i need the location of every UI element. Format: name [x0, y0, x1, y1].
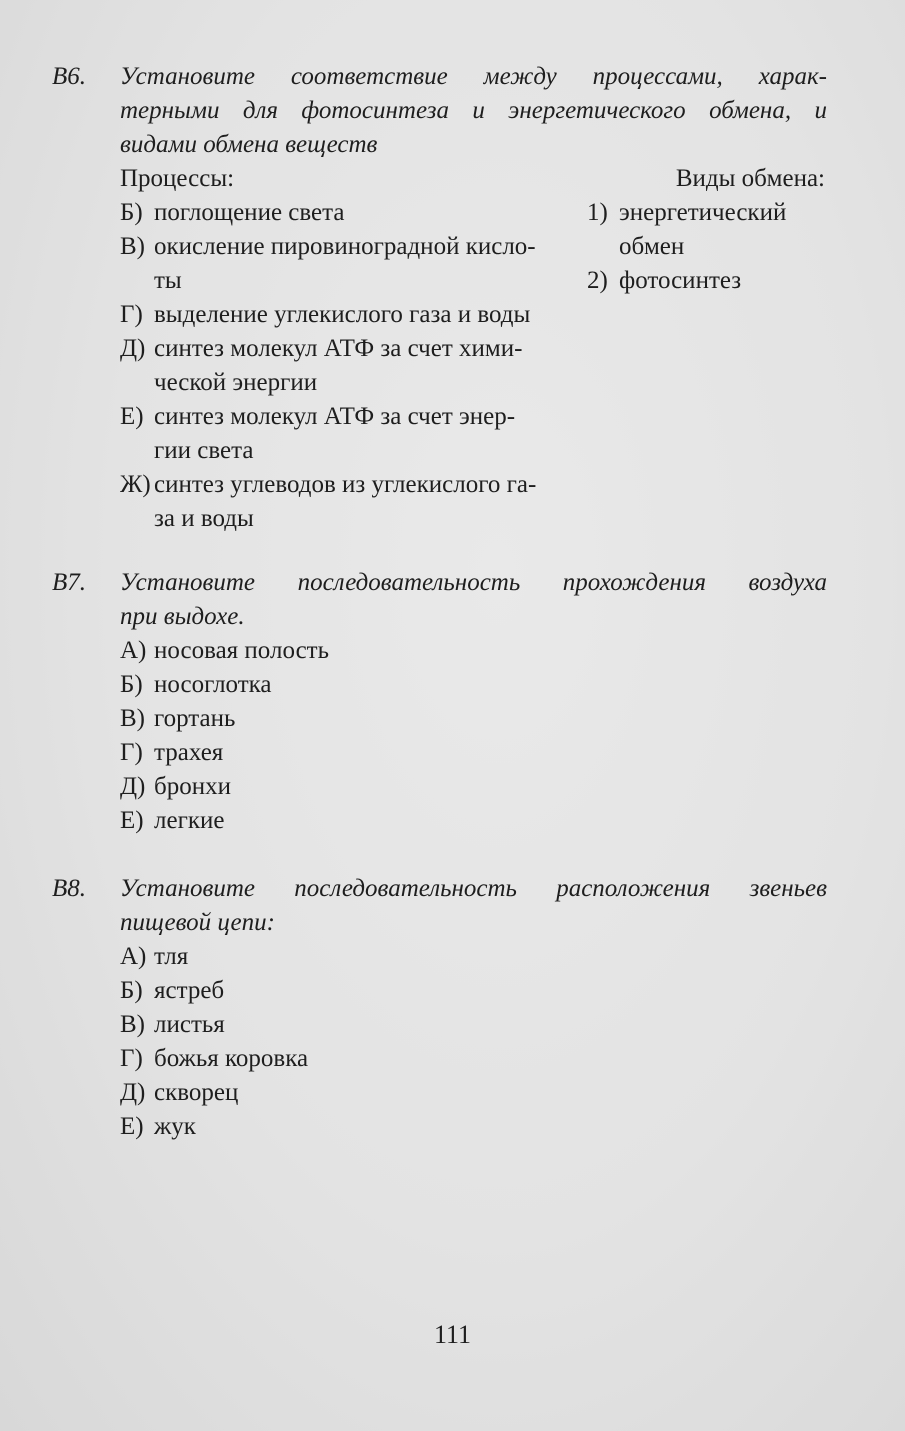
item-letter: А): [120, 943, 147, 970]
task-question: [120, 60, 827, 162]
item-text: тля: [154, 943, 189, 970]
item-letter: В): [120, 705, 145, 732]
processes-column: [120, 162, 560, 536]
process-item: [120, 332, 560, 400]
list-item: [120, 940, 827, 974]
item-text: гии света: [154, 437, 254, 464]
task-b6: [52, 60, 827, 536]
question-line: Установите соответствие между процессами, харак-: [120, 63, 827, 90]
item-number: 2): [587, 267, 608, 294]
task-b7: [52, 566, 827, 838]
item-text: окисление пировиноградной кисло-: [154, 233, 536, 260]
task-number: В6.: [52, 63, 87, 90]
item-text: божья коровка: [154, 1045, 309, 1072]
item-letter: Г): [120, 301, 143, 328]
item-text: синтез молекул АТФ за счет энер-: [154, 403, 516, 430]
item-letter: Д): [120, 773, 146, 800]
list-item: [120, 702, 827, 736]
item-text: энергетический: [619, 199, 787, 226]
item-letter: Е): [120, 403, 144, 430]
item-text: выделение углекислого газа и воды: [154, 301, 531, 328]
options-list: [120, 940, 827, 1144]
question-line: Установите последовательность расположения звеньев: [120, 875, 827, 902]
matching-columns: [120, 162, 827, 536]
process-item: [120, 230, 560, 298]
item-text: носоглотка: [154, 671, 272, 698]
item-text: поглощение света: [154, 199, 345, 226]
list-item: [120, 1110, 827, 1144]
item-text: за и воды: [154, 505, 254, 532]
item-text: жук: [154, 1113, 196, 1140]
task-question: [120, 872, 827, 940]
item-text: ястреб: [154, 977, 225, 1004]
processes-header: Процессы:: [120, 165, 235, 192]
item-text: фотосинтез: [619, 267, 742, 294]
list-item: [120, 1008, 827, 1042]
item-letter: В): [120, 233, 145, 260]
item-letter: А): [120, 637, 147, 664]
item-letter: Г): [120, 1045, 143, 1072]
process-item: [120, 298, 560, 332]
task-number: В8.: [52, 875, 87, 902]
item-text: носовая полость: [154, 637, 329, 664]
type-item: [587, 264, 827, 298]
task-number: В7.: [52, 569, 87, 596]
process-item: [120, 400, 560, 468]
item-text: синтез молекул АТФ за счет хими-: [154, 335, 523, 362]
list-item: [120, 804, 827, 838]
question-line: при выдохе.: [120, 603, 245, 630]
process-item: [120, 196, 560, 230]
item-text: ческой энергии: [154, 369, 318, 396]
item-letter: Г): [120, 739, 143, 766]
item-letter: Б): [120, 977, 143, 1004]
question-line: терными для фотосинтеза и энергетического обмена, и: [120, 97, 827, 124]
task-question: [120, 566, 827, 634]
item-text: листья: [154, 1011, 225, 1038]
list-item: [120, 974, 827, 1008]
options-list: [120, 634, 827, 838]
question-line: пищевой цепи:: [120, 909, 275, 936]
item-text: обмен: [619, 233, 685, 260]
item-letter: Д): [120, 335, 146, 362]
item-letter: Б): [120, 199, 143, 226]
item-text: гортань: [154, 705, 236, 732]
item-letter: Б): [120, 671, 143, 698]
list-item: [120, 668, 827, 702]
item-text: легкие: [154, 807, 225, 834]
item-letter: Е): [120, 807, 144, 834]
types-header: Виды обмена:: [675, 165, 825, 192]
list-item: [120, 634, 827, 668]
page-number: 111: [433, 1320, 472, 1349]
item-letter: Е): [120, 1113, 144, 1140]
question-line: видами обмена веществ: [120, 131, 378, 158]
list-item: [120, 1076, 827, 1110]
item-letter: Д): [120, 1079, 146, 1106]
item-text: бронхи: [154, 773, 231, 800]
process-item: [120, 468, 560, 536]
item-letter: Ж): [120, 471, 151, 498]
list-item: [120, 736, 827, 770]
item-text: синтез углеводов из углекислого га-: [154, 471, 537, 498]
item-text: ты: [154, 267, 182, 294]
type-item: [587, 196, 827, 264]
item-number: 1): [587, 199, 608, 226]
task-b8: [52, 872, 827, 1144]
types-column: [587, 162, 827, 298]
question-line: Установите последовательность прохождения воздуха: [120, 569, 827, 596]
item-text: скворец: [154, 1079, 239, 1106]
item-text: трахея: [154, 739, 224, 766]
item-letter: В): [120, 1011, 145, 1038]
list-item: [120, 1042, 827, 1076]
list-item: [120, 770, 827, 804]
